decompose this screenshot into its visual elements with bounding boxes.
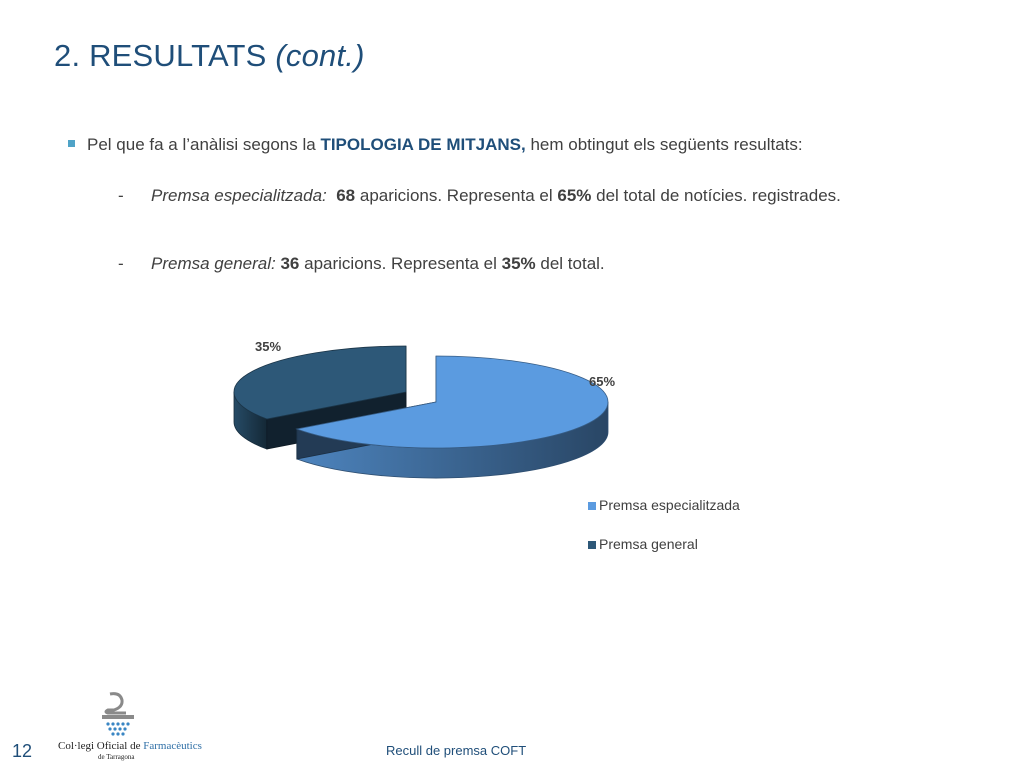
dash-marker: - <box>118 186 124 205</box>
bullet-prefix: Pel que fa a l’anàlisi segons la <box>87 135 321 154</box>
logo-text-a: Col·legi Oficial de <box>58 740 144 752</box>
result-text-b: del total. <box>535 254 605 273</box>
data-label-0: 65% <box>588 374 616 389</box>
legend-label: Premsa general <box>599 536 698 552</box>
footer-text: Recull de premsa COFT <box>386 743 527 758</box>
data-label-1: 35% <box>254 339 282 354</box>
result-count: 36 <box>280 254 300 273</box>
square-bullet-icon <box>68 140 75 147</box>
legend-item-specialized <box>588 497 740 513</box>
legend-swatch <box>588 541 596 549</box>
logo-subtext: de Tarragona <box>98 753 135 761</box>
result-item-specialized <box>118 180 960 211</box>
bullet-keyword: TIPOLOGIA DE MITJANS, <box>320 135 526 154</box>
legend-swatch <box>588 502 596 510</box>
dash-marker: - <box>118 254 124 273</box>
result-label: Premsa general: <box>151 254 276 273</box>
result-text <box>151 248 960 279</box>
result-pct: 35% <box>501 254 536 273</box>
title-main: 2. RESULTATS <box>54 38 276 73</box>
result-text-b: del total de notícies. registrades. <box>591 186 841 205</box>
result-text-a: aparicions. Representa el <box>355 186 558 205</box>
result-text-a: aparicions. Representa el <box>299 254 502 273</box>
legend-label: Premsa especialitzada <box>599 497 740 513</box>
result-item-general <box>118 248 960 279</box>
result-pct: 65% <box>557 186 592 205</box>
slide-title <box>54 38 365 74</box>
result-label: Premsa especialitzada: <box>151 186 327 205</box>
legend-item-general <box>588 536 698 552</box>
bullet-suffix: hem obtingut els següents resultats: <box>525 135 803 154</box>
intro-bullet <box>68 135 803 155</box>
result-count: 68 <box>336 186 356 205</box>
page-number: 12 <box>12 741 33 761</box>
logo-text-b: Farmacèutics <box>143 740 202 752</box>
result-text <box>151 180 960 211</box>
coft-logo-icon <box>58 690 178 742</box>
logo-wordmark <box>58 741 202 763</box>
title-sub: (cont.) <box>275 38 365 73</box>
